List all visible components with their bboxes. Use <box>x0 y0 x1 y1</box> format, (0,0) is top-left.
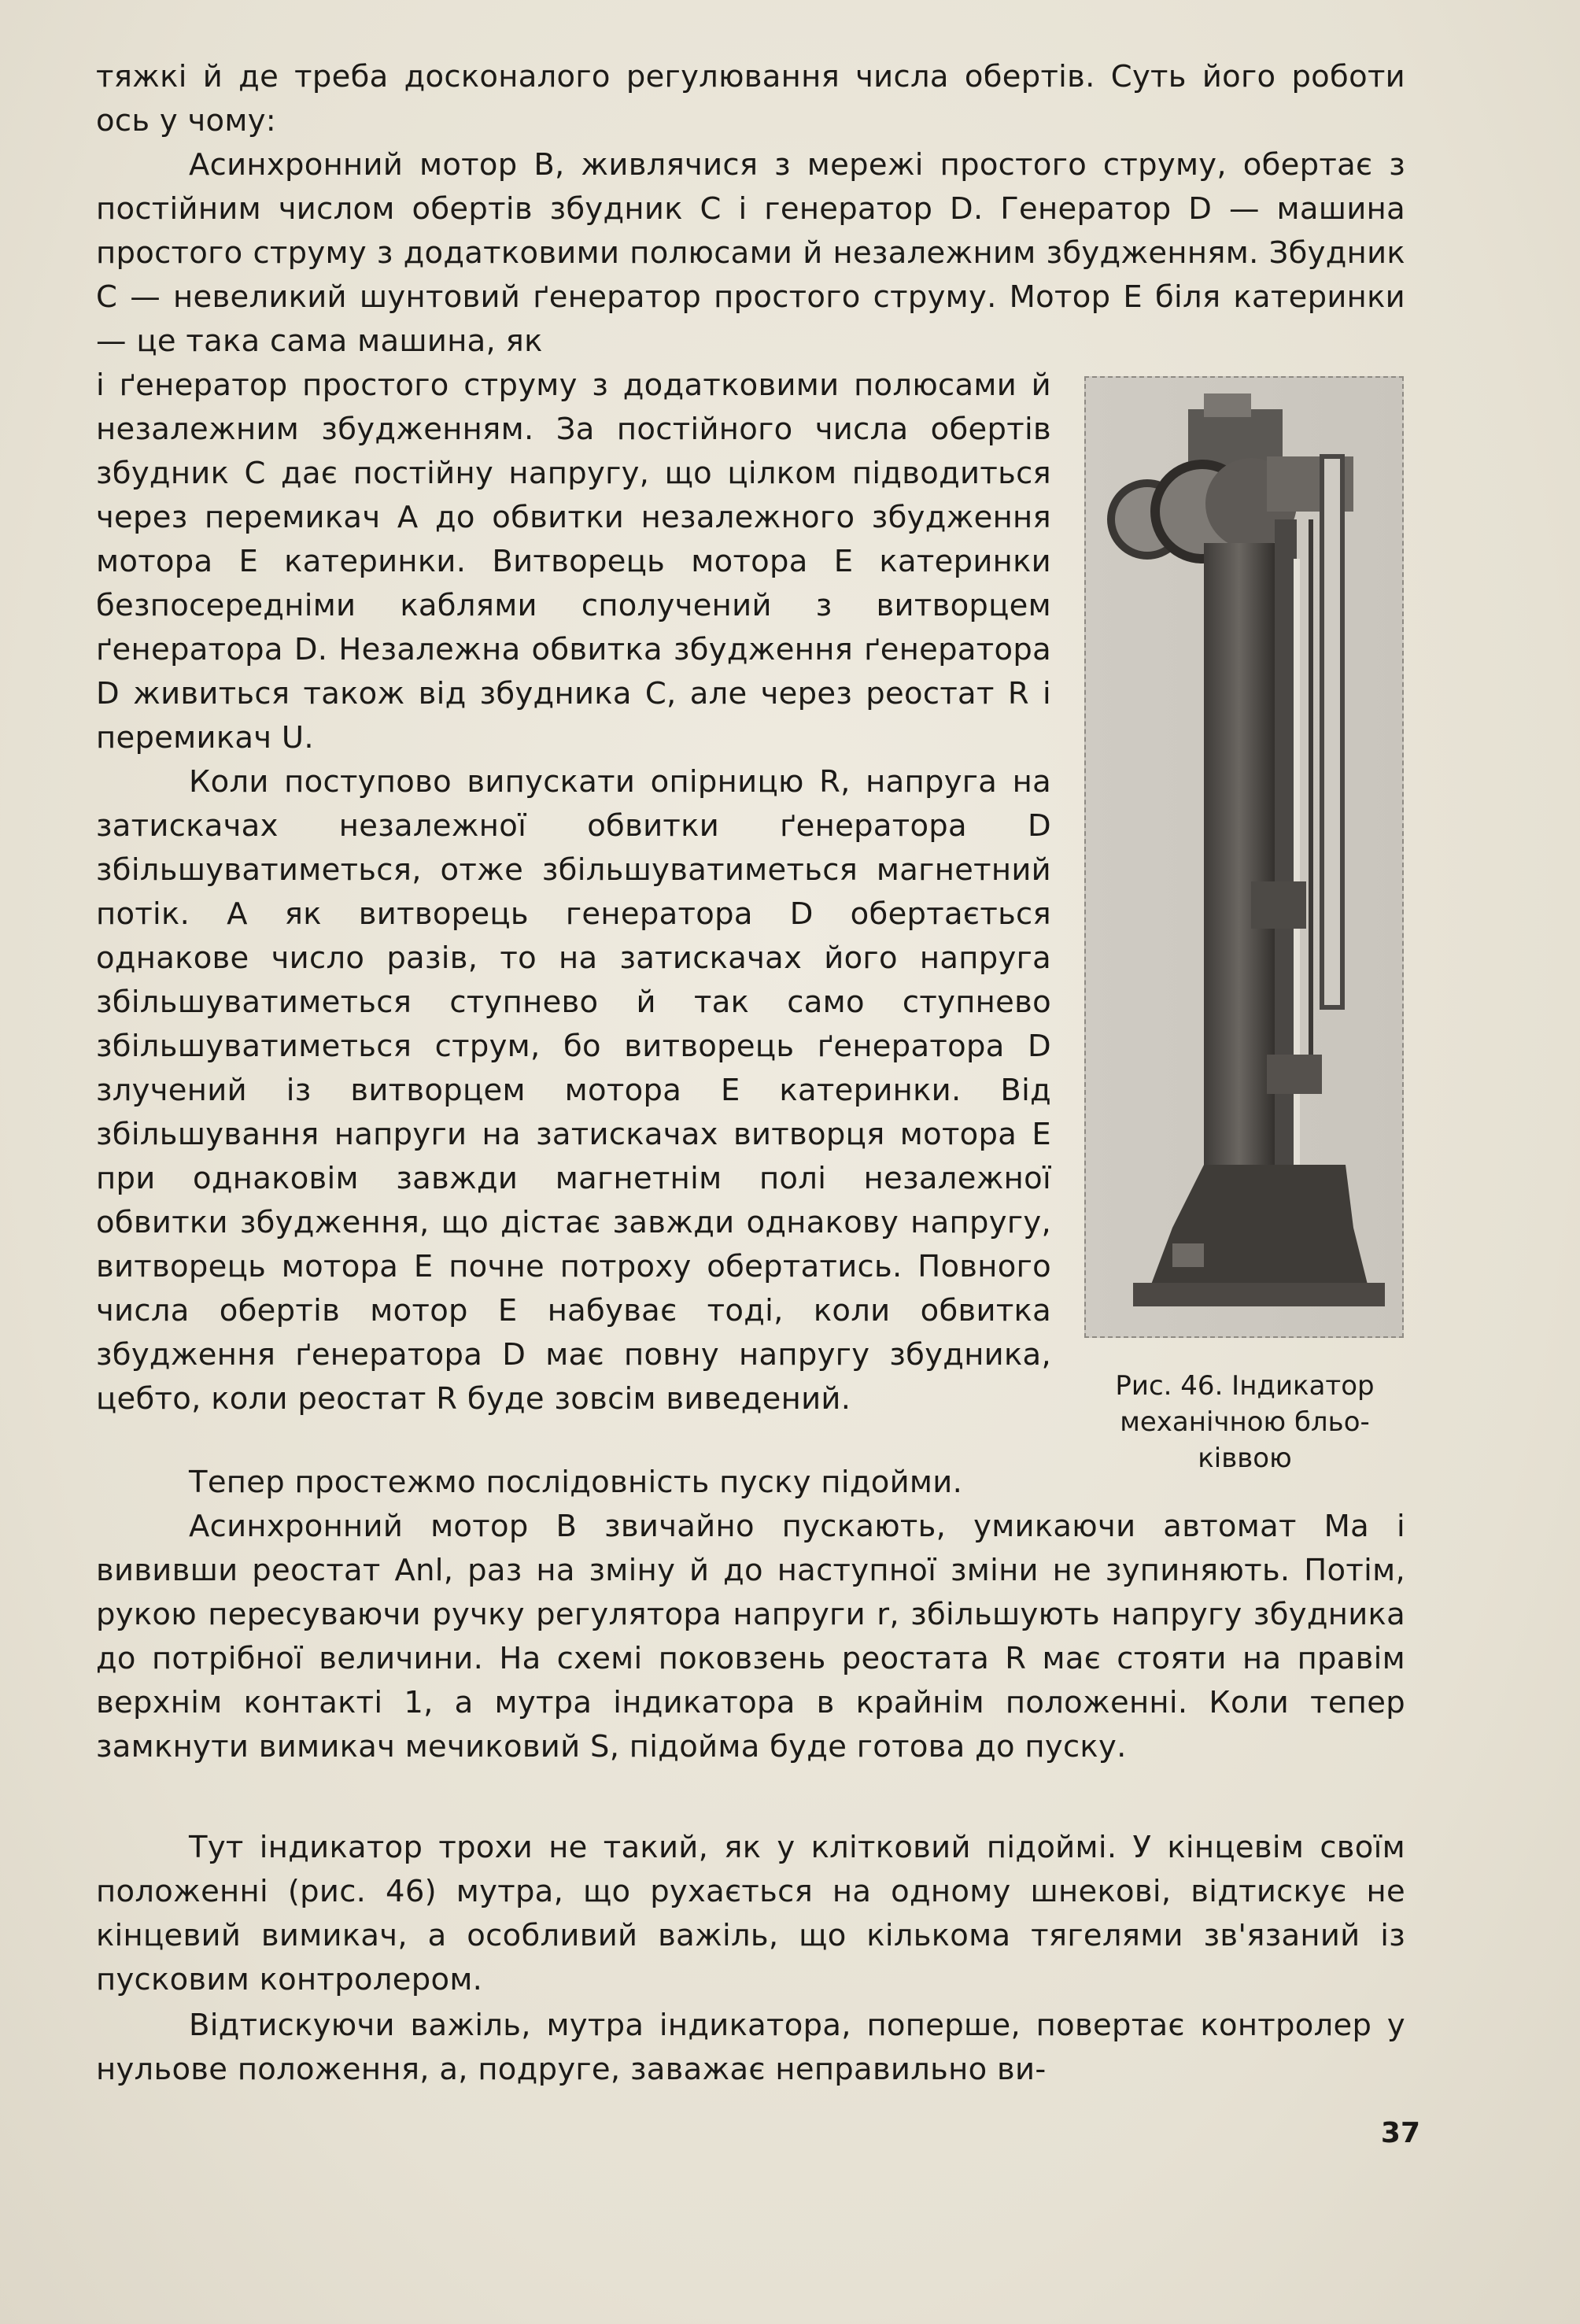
paragraph-start-procedure: Асинхронний мотор B звичайно пускають, умикаючи автомат Ma і вививши реостат Anl, раз на зміну й до наступної зміни не зупиняють. Потім, рукою пересуваючи ручку регулятора напруги r, збільшують напругу збудника до потрібної величини. На схемі поковзень реостата R має стояти на правім верхнім контакті 1, а мутра індикатора в крайнім положенні. Коли тепер замкнути вимикач мечиковий S, підойма буде готова до пуску. <box>96 1509 1405 1764</box>
page-number: 37 <box>1380 2117 1420 2149</box>
paragraph-start-sequence-heading: Тепер простежмо послідовність пуску підойми. <box>189 1465 963 1500</box>
paragraph-lever: Відтискуючи важіль, мутра індикатора, поперше, повертає контролер у нульове положення, а, подруге, заважає неправильно ви- <box>96 2008 1405 2087</box>
figure-caption: Рис. 46. Індикатор механічною бльо-ківвою <box>1115 1370 1375 1474</box>
paragraph-exciter-description: і ґенератор простого струму з додатковими полюсами й незалежним збудженням. За постійного числа обертів збудник C дає постійну напругу, що цілком підводиться через перемикач A до обвитки незалежного збудження мотора E катеринки. Витворець мотора E катеринки безпосередніми каблями сполучений з витворцем ґенератора D. Незалежна обвитка збудження ґенератора D живиться також від збудника C, але через реостат R і перемикач U. <box>96 368 1051 756</box>
paragraph-indicator: Тут індикатор трохи не такий, як у клітковий підоймі. У кінцевім своїм положенні (рис. 46) мутра, що рухається на одному шнекові, відтискує не кінцевий вимикач, а особливий важіль, що кількома тягелями зв'язаний із пусковим контролером. <box>96 1830 1405 1997</box>
paragraph-voltage-regulation: Коли поступово випускати опірницю R, напруга на затискачах незалежної обвитки ґенератора D збільшуватиметься, отже збільшуватиметься магнетний потік. А як витворець генератора D обертається однакове число разів, то на затискачах його напруга збільшуватиметься ступнево й так само ступнево збільшуватиметься струм, бо витворець ґенератора D злучений із витворцем мотора E катеринки. Від збільшування напруги на затискачах витворця мотора E при однаковім завжди магнетнім полі незалежної обвитки збудження, що дістає завжди однакову напругу, витворець мотора E почне потроху обертатись. Повного числа обертів мотор E набуває тоді, коли обвитка збудження ґенератора D має повну напругу збудника, цебто, коли реостат R буде зовсім виведений. <box>96 764 1051 1417</box>
paragraph-motor-description: Асинхронний мотор B, живлячися з мережі простого струму, обертає з постійним числом обертів збудник C і генератор D. Генератор D — машина простого струму з додатковими полюсами й незалежним збудженням. Збудник C — невеликий шунтовий ґенератор простого струму. Мотор E біля катеринки — це така сама машина, як <box>96 147 1405 359</box>
figure-indicator-photo <box>1084 376 1404 1338</box>
indicator-illustration <box>1086 378 1402 1336</box>
paragraph-continuation: тяжкі й де треба досконалого регулювання числа обертів. Суть його роботи ось у чому: <box>96 59 1405 139</box>
